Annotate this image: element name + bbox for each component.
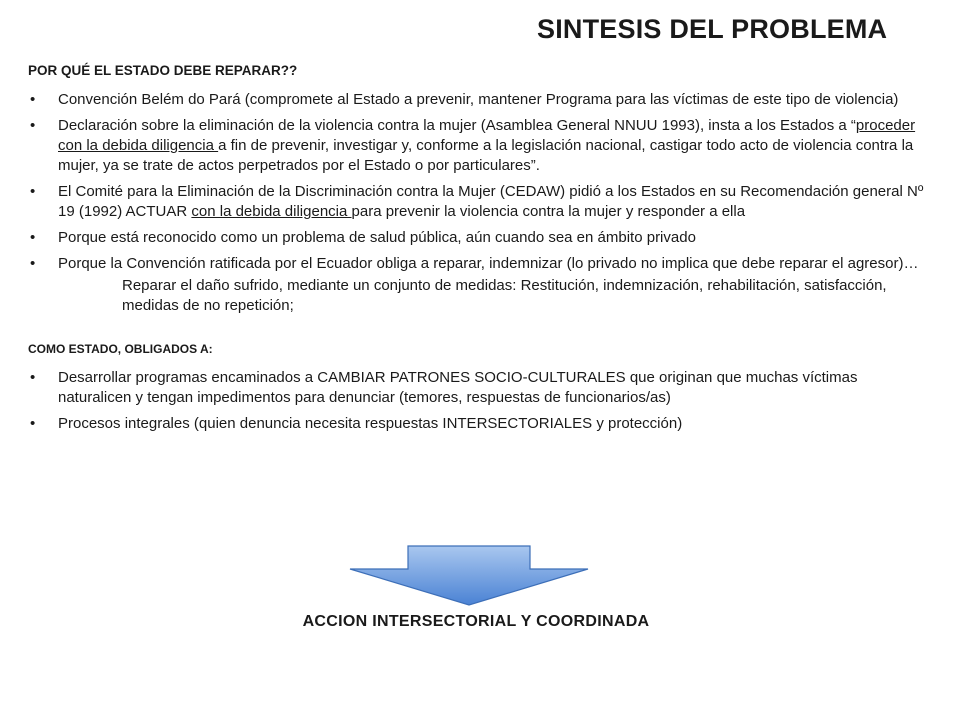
bullet-icon: • (30, 229, 36, 246)
bullet-text-pre: El Comité para la Eliminación de la Discriminación contra la Mujer (CEDAW) pidió a los Estados en su Recomendación general Nº 19 (1992) ACTUAR (58, 183, 924, 220)
bullet-text: Procesos integrales (quien denuncia necesita respuestas INTERSECTORIALES y protección) (58, 415, 683, 432)
slide-body (28, 63, 928, 440)
list-item (28, 254, 928, 274)
bullet-icon: • (30, 369, 36, 386)
arrow-shape (350, 546, 588, 605)
obligations-list (28, 368, 928, 434)
list-item (28, 90, 928, 110)
section-heading-obligations: COMO ESTADO, OBLIGADOS A: (28, 342, 213, 356)
section-heading-why: POR QUÉ EL ESTADO DEBE REPARAR?? (28, 63, 298, 78)
bullet-icon: • (30, 255, 36, 272)
bullet-icon: • (30, 183, 36, 200)
list-item (28, 182, 928, 222)
conclusion-row (0, 613, 960, 631)
underlined-phrase: con la debida diligencia (191, 203, 352, 220)
indented-paragraph: Reparar el daño sufrido, mediante un conjunto de medidas: Restitución, indemnización, rehabilitación, satisfacción, medidas de no repetición; (122, 277, 887, 314)
bullet-text-post: para prevenir la violencia contra la mujer y responder a ella (351, 203, 746, 220)
bullet-text-pre: Declaración sobre la eliminación de la violencia contra la mujer (Asamblea General NNUU 1993), insta a los Estados a “ (58, 117, 856, 134)
slide-title: SINTESIS DEL PROBLEMA (537, 14, 888, 44)
list-item (28, 116, 928, 176)
down-arrow-icon (348, 545, 590, 607)
bullet-icon: • (30, 117, 36, 134)
bullet-text: Convención Belém do Pará (compromete al Estado a prevenir, mantener Programa para las víctimas de este tipo de violencia) (58, 91, 899, 108)
bullet-text-post: a fin de prevenir, investigar y, conforme a la legislación nacional, castigar todo acto de violencia contra la mujer, ya se trate de actos perpetrados por el Estado o por particulares”. (58, 137, 914, 174)
bullet-text: Porque está reconocido como un problema de salud pública, aún cuando sea en ámbito privado (58, 229, 696, 246)
list-item (28, 414, 928, 434)
why-list (28, 90, 928, 274)
bullet-icon: • (30, 91, 36, 108)
bullet-icon: • (30, 415, 36, 432)
conclusion-label: ACCION INTERSECTORIAL Y COORDINADA (302, 613, 650, 630)
bullet-text: Desarrollar programas encaminados a CAMBIAR PATRONES SOCIO-CULTURALES que originan que muchas víctimas naturalicen y tengan impedimentos para denunciar (temores, respuestas de funcionarios/as) (58, 369, 858, 406)
list-item (28, 368, 928, 408)
bullet-text: Porque la Convención ratificada por el Ecuador obliga a reparar, indemnizar (lo privado no implica que debe reparar el agresor)… (58, 255, 919, 272)
list-item (28, 228, 928, 248)
underlined-phrase: proceder con la debida diligencia (58, 117, 916, 154)
